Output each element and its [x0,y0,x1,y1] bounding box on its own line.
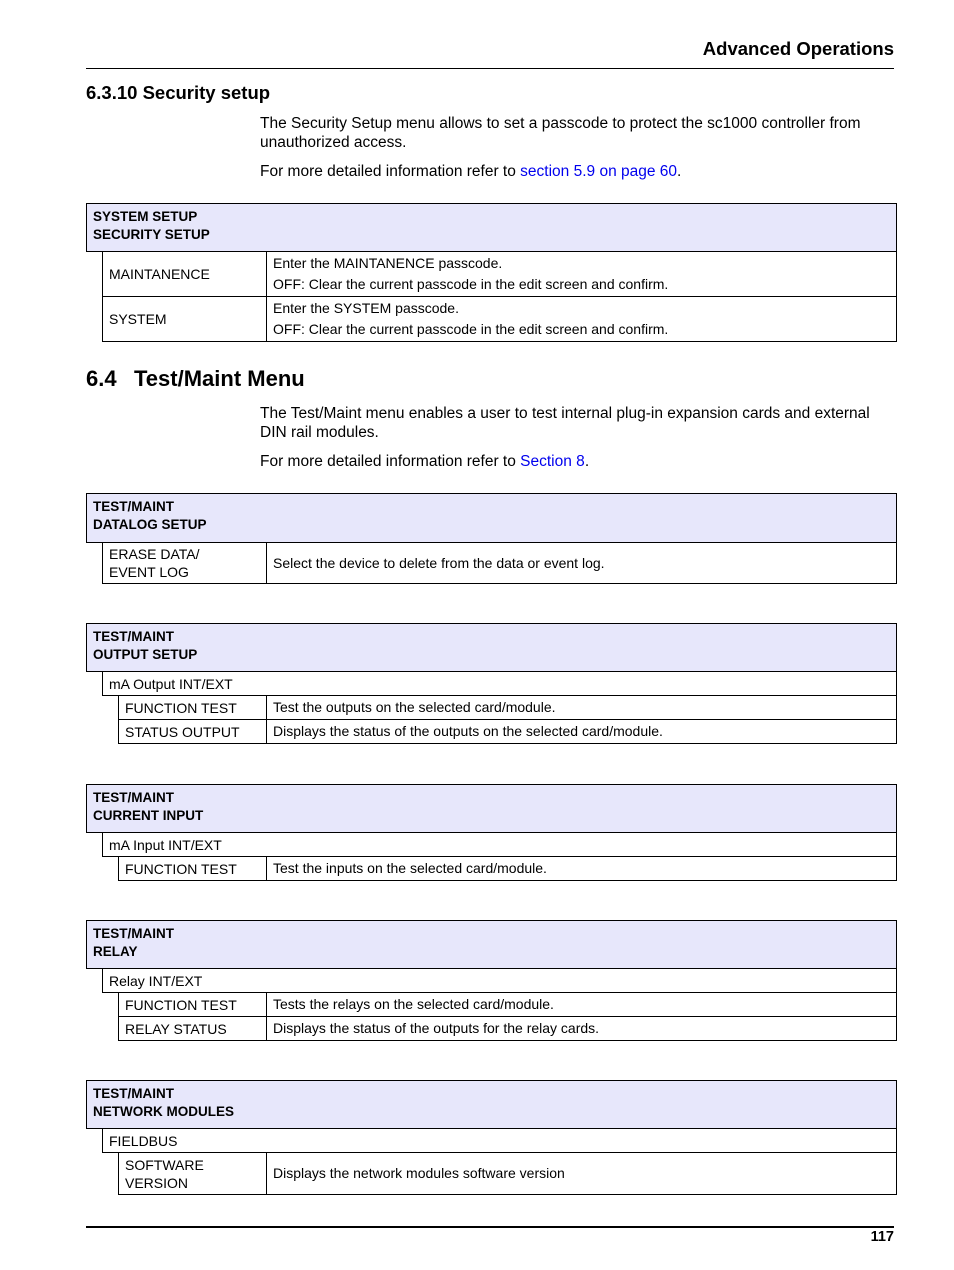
label-line: ERASE DATA/ [109,546,200,562]
header-line: RELAY [93,944,138,959]
table-row [102,297,897,342]
label-line: SOFTWARE [125,1156,204,1173]
header-line: TEST/MAINT [93,926,174,941]
testmaint-intro: The Test/Maint menu enables a user to test internal plug-in expansion cards and external DIN rail modules. [260,405,870,441]
header-line: OUTPUT SETUP [93,647,198,662]
section-heading-security: 6.3.10 Security setup [86,82,271,103]
section-link[interactable]: section 5.9 on page 60 [520,163,678,180]
reference-text: For more detailed information refer to [260,163,521,180]
security-reference [260,162,900,181]
header-line: NETWORK MODULES [93,1104,234,1119]
row-description: Select the device to delete from the data or event log. [266,543,897,584]
table-header [86,623,897,672]
row-description: Tests the relays on the selected card/module. [266,993,897,1017]
group-row [102,672,897,696]
row-description: Displays the status of the outputs on the selected card/module. [266,720,897,744]
row-label: FUNCTION TEST [118,993,266,1017]
row-label: SYSTEM [102,297,266,342]
table-row [102,252,897,297]
header-line: TEST/MAINT [93,629,174,644]
table-row [118,696,897,720]
table-row [118,857,897,881]
row-label: RELAY STATUS [118,1017,266,1041]
reference-suffix: . [584,453,590,470]
row-label [102,543,266,584]
section-title: Test/Maint Menu [134,366,305,391]
group-label: mA Output INT/EXT [102,672,897,696]
row-label [118,1153,266,1195]
datalog-table [86,493,897,584]
group-row [102,969,897,993]
row-description: Test the outputs on the selected card/module. [266,696,897,720]
group-label: mA Input INT/EXT [102,833,897,857]
table-header [86,203,897,252]
header-line: CURRENT INPUT [93,808,204,823]
running-header: Advanced Operations [702,38,894,59]
table-header [86,784,897,833]
row-description: Test the inputs on the selected card/module. [266,857,897,881]
table-row [118,1017,897,1041]
header-line: SYSTEM SETUP [93,209,198,224]
description-line: OFF: Clear the current passcode in the edit screen and confirm. [273,276,669,292]
group-label: Relay INT/EXT [102,969,897,993]
security-table [86,203,897,342]
label-line: EVENT LOG [109,564,189,580]
table-header [86,920,897,969]
group-row [102,833,897,857]
table-header [86,1080,897,1129]
label-line: VERSION [125,1174,189,1191]
footer-rule [86,1226,894,1228]
input-table [86,784,897,881]
header-rule [86,68,894,69]
header-line: TEST/MAINT [93,1086,174,1101]
table-row [102,543,897,584]
table-header [86,493,897,543]
table-row [118,1153,897,1195]
section-heading-testmaint [86,366,305,392]
group-label: FIELDBUS [102,1129,897,1153]
header-line: TEST/MAINT [93,790,174,805]
row-label: FUNCTION TEST [118,696,266,720]
network-table [86,1080,897,1195]
description-line: OFF: Clear the current passcode in the edit screen and confirm. [273,321,669,337]
reference-suffix: . [677,163,682,180]
section-number: 6.4 [86,366,117,391]
header-line: TEST/MAINT [93,499,174,514]
row-description: Displays the network modules software version [266,1153,897,1195]
row-label: STATUS OUTPUT [118,720,266,744]
security-intro: The Security Setup menu allows to set a passcode to protect the sc1000 controller from unauthorized access. [260,115,861,151]
section-link[interactable]: Section 8 [520,453,585,470]
group-row [102,1129,897,1153]
row-label: FUNCTION TEST [118,857,266,881]
description-line: Enter the MAINTANENCE passcode. [273,255,503,271]
testmaint-reference [260,452,900,471]
reference-text: For more detailed information refer to [260,453,521,470]
row-description [266,252,897,297]
table-row [118,993,897,1017]
table-row [118,720,897,744]
output-table [86,623,897,744]
row-label: MAINTANENCE [102,252,266,297]
row-description: Displays the status of the outputs for the relay cards. [266,1017,897,1041]
header-line: DATALOG SETUP [93,517,207,532]
description-line: Enter the SYSTEM passcode. [273,300,459,316]
row-description [266,297,897,342]
relay-table [86,920,897,1041]
header-line: SECURITY SETUP [93,227,210,242]
page-number: 117 [870,1229,894,1245]
